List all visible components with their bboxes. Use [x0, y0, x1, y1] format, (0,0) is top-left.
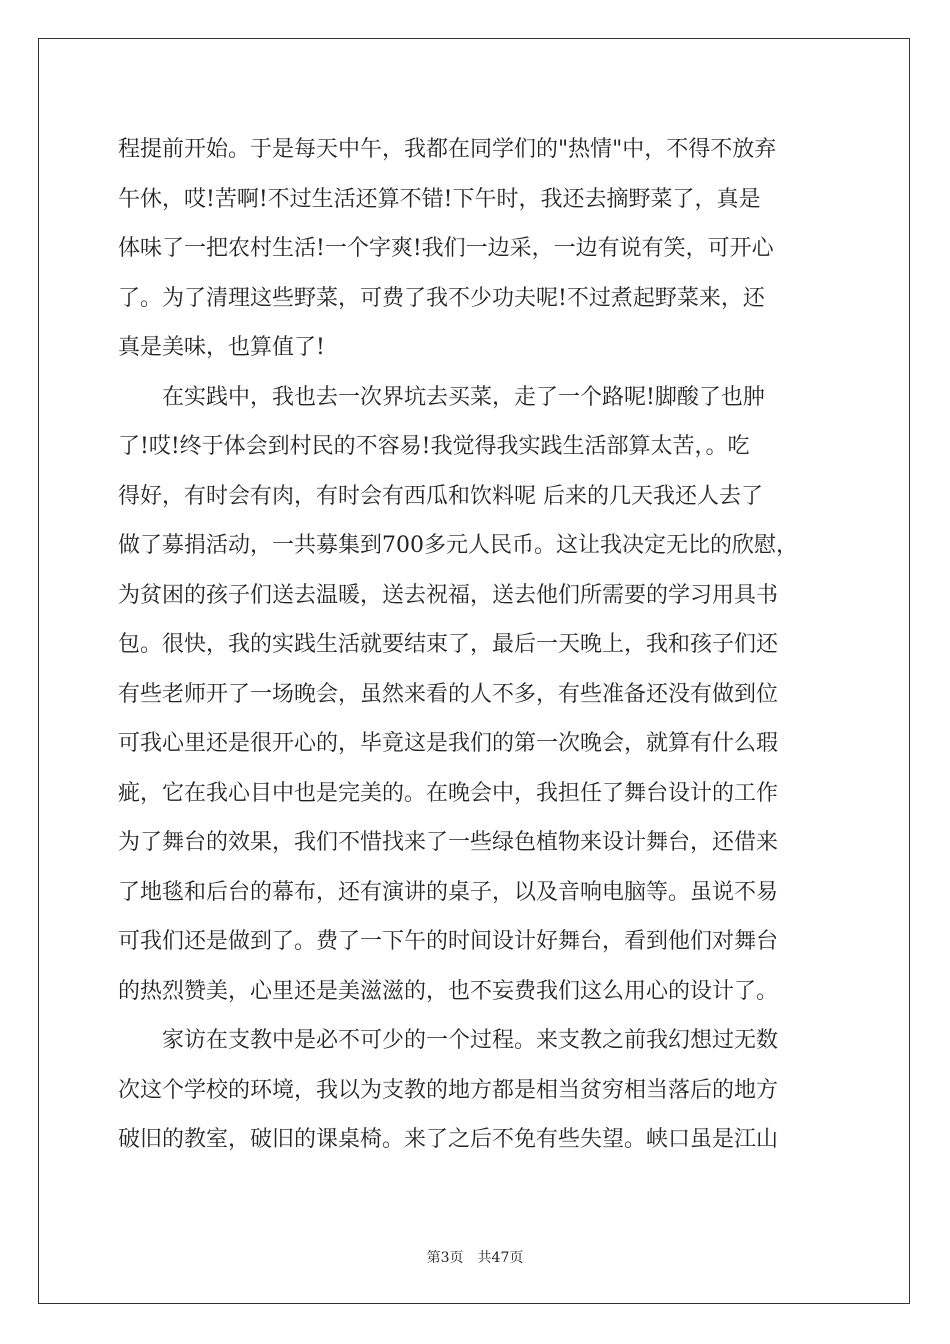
text-line: 体味了一把农村生活!一个字爽!我们一边采，一边有说有笑，可开心 — [118, 236, 774, 261]
text-line: 真是美味，也算值了! — [118, 335, 325, 360]
text-line: 次这个学校的环境，我以为支教的地方都是相当贫穷相当落后的地方 — [118, 1077, 779, 1103]
text-line: 包。很快，我的实践生活就要结束了，最后一天晚上，我和孩子们还 — [118, 632, 779, 657]
text-line: 午休，哎!苦啊!不过生活还算不错!下午时，我还去摘野菜了，真是 — [118, 186, 761, 212]
text-line: 有些老师开了一场晚会，虽然来看的人不多，有些准备还没有做到位 — [118, 681, 779, 707]
text-line: 了地毯和后台的幕布，还有演讲的桌子，以及音响电脑等。虽说不易 — [118, 879, 779, 905]
document-body — [118, 125, 838, 1165]
text-line: 在实践中，我也去一次界坑去买菜，走了一个路呢!脚酸了也肿 — [118, 384, 765, 410]
text-line: 为了舞台的效果，我们不惜找来了一些绿色植物来设计舞台，还借来 — [118, 830, 779, 855]
text-line: 了。为了清理这些野菜，可费了我不少功夫呢!不过煮起野菜来，还 — [118, 285, 765, 311]
page-number: 第3页 — [426, 1250, 464, 1266]
text-line: 的热烈赞美，心里还是美滋滋的，也不妄费我们这么用心的设计了。 — [118, 978, 779, 1004]
text-line: 做了募捐活动，一共募集到700多元人民币。这让我决定无比的欣慰， — [118, 533, 798, 558]
text-line: 为贫困的孩子们送去温暖，送去祝福，送去他们所需要的学习用具书 — [118, 582, 779, 608]
text-line: 疵，它在我心目中也是完美的。在晚会中，我担任了舞台设计的工作 — [118, 780, 779, 806]
total-pages: 共47页 — [477, 1250, 524, 1266]
text-line: 了!哎!终于体会到村民的不容易!我觉得我实践生活部算太苦，。吃 — [118, 434, 750, 459]
text-line: 得好，有时会有肉，有时会有西瓜和饮料呢 后来的几天我还人去了 — [118, 483, 763, 509]
page-footer — [0, 1247, 950, 1267]
text-line: 程提前开始。于是每天中午，我都在同学们的"热情"中，不得不放弃 — [118, 137, 777, 162]
text-line: 可我心里还是很开心的，毕竟这是我们的第一次晚会，就算有什么瑕 — [118, 731, 779, 756]
text-line: 破旧的教室，破旧的课桌椅。来了之后不免有些失望。峡口虽是江山 — [118, 1127, 779, 1152]
text-line: 家访在支教中是必不可少的一个过程。来支教之前我幻想过无数 — [118, 1028, 779, 1053]
text-line: 可我们还是做到了。费了一下午的时间设计好舞台，看到他们对舞台 — [118, 929, 779, 954]
